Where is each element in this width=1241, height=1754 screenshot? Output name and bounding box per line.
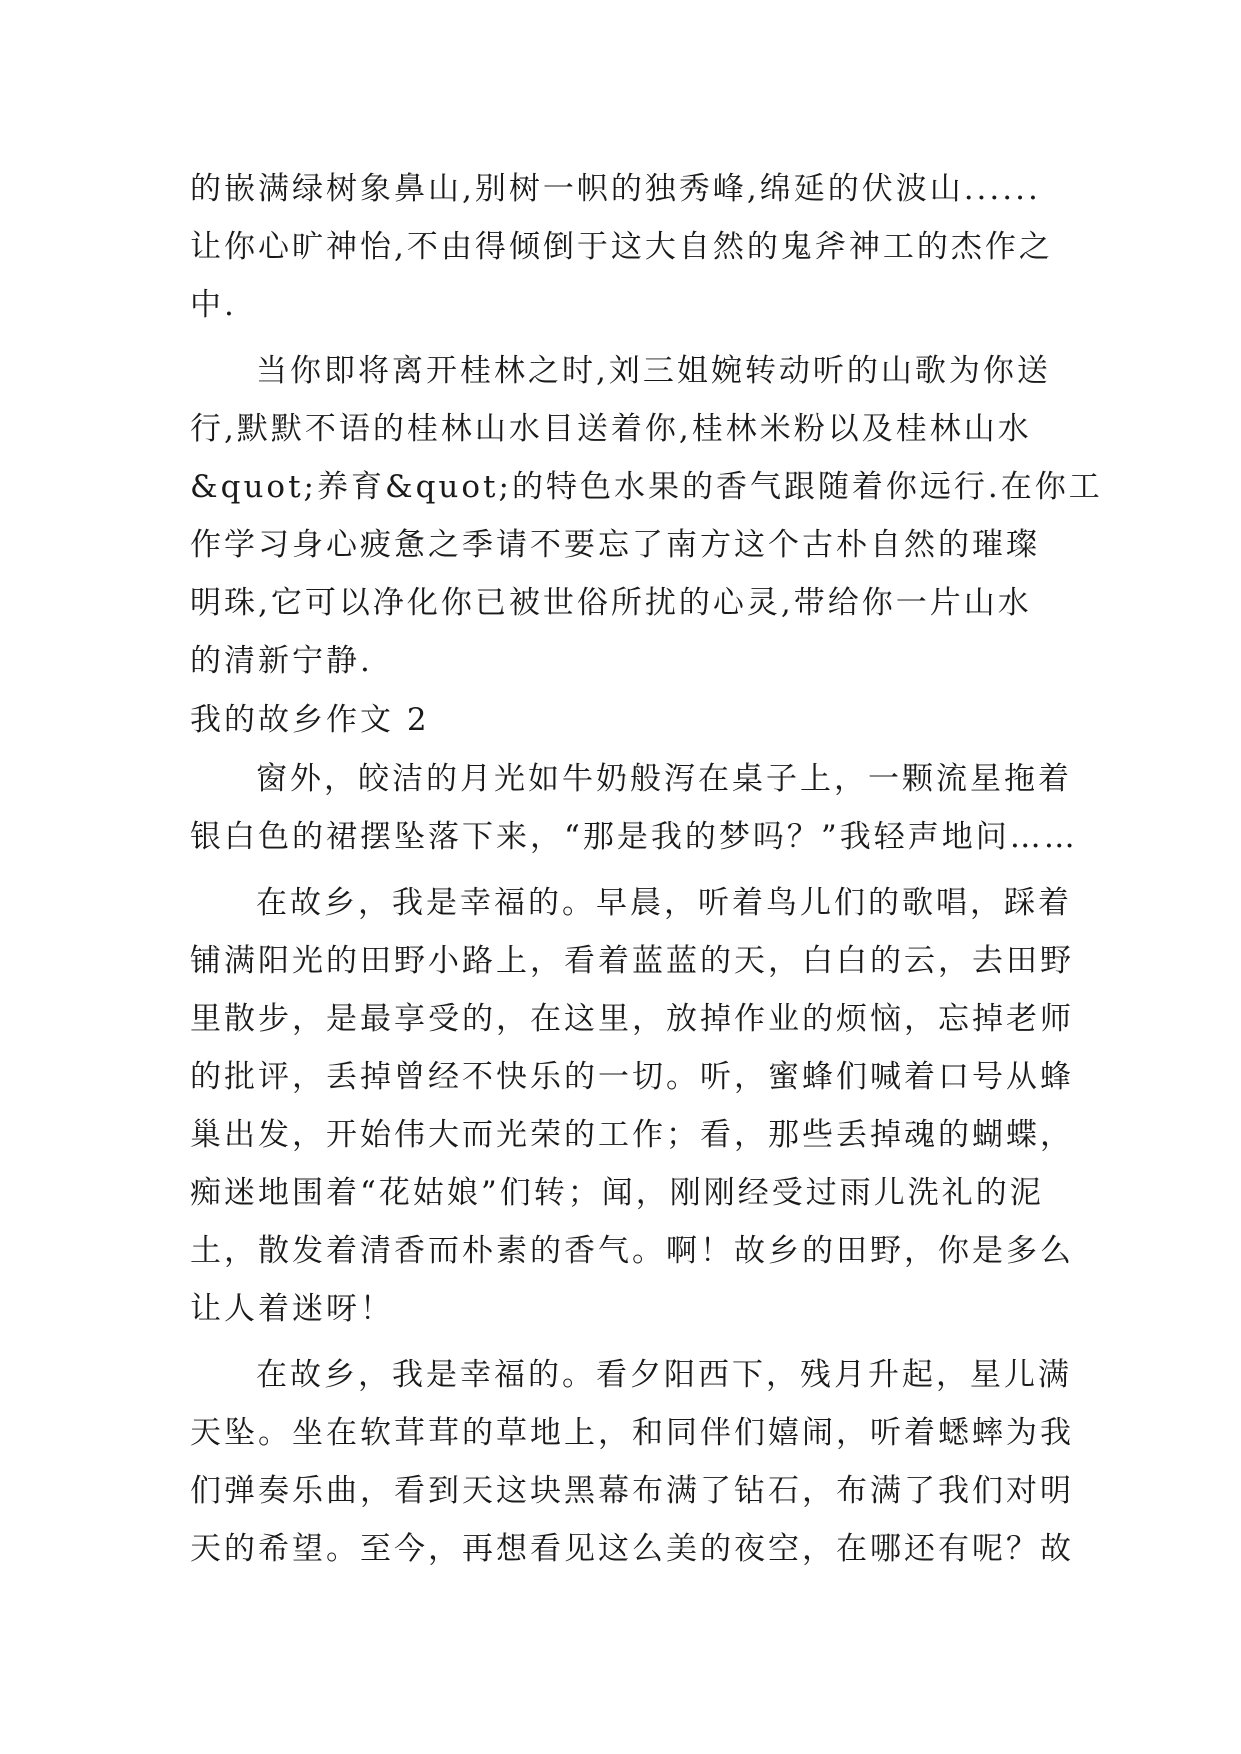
text-line: 银白色的裙摆坠落下来，“那是我的梦吗？”我轻声地问…… bbox=[190, 819, 1078, 855]
paragraph-start-line: 当你即将离开桂林之时,刘三姐婉转动听的山歌为你送 bbox=[256, 353, 1051, 389]
text-line: 让人着迷呀！ bbox=[190, 1291, 394, 1327]
paragraph-start-line: 在故乡，我是幸福的。早晨，听着鸟儿们的歌唱，踩着 bbox=[256, 885, 1072, 921]
text-line: 明珠,它可以净化你已被世俗所扰的心灵,带给你一片山水 bbox=[190, 585, 1032, 621]
text-line: 天坠。坐在软茸茸的草地上，和同伴们嬉闹，听着蟋蟀为我 bbox=[190, 1415, 1074, 1451]
paragraph-start-line: 窗外，皎洁的月光如牛奶般泻在桌子上，一颗流星拖着 bbox=[256, 761, 1072, 797]
text-line: 作学习身心疲惫之季请不要忘了南方这个古朴自然的璀璨 bbox=[190, 527, 1040, 563]
text-line: 里散步，是最享受的，在这里，放掉作业的烦恼，忘掉老师 bbox=[190, 1001, 1074, 1037]
text-line: 的清新宁静. bbox=[190, 643, 373, 679]
text-line: &quot;养育&quot;的特色水果的香气跟随着你远行.在你工 bbox=[190, 469, 1103, 505]
text-line: 中. bbox=[190, 287, 237, 323]
text-line: 巢出发，开始伟大而光荣的工作；看，那些丢掉魂的蝴蝶， bbox=[190, 1117, 1074, 1153]
text-line: 的批评，丢掉曾经不快乐的一切。听，蜜蜂们喊着口号从蜂 bbox=[190, 1059, 1074, 1095]
paragraph-start-line: 在故乡，我是幸福的。看夕阳西下，残月升起，星儿满 bbox=[256, 1357, 1072, 1393]
text-line: 行,默默不语的桂林山水目送着你,桂林米粉以及桂林山水 bbox=[190, 411, 1032, 447]
text-line: 土，散发着清香而朴素的香气。啊！故乡的田野，你是多么 bbox=[190, 1233, 1074, 1269]
text-line: 铺满阳光的田野小路上，看着蓝蓝的天，白白的云，去田野 bbox=[190, 943, 1074, 979]
text-line: 天的希望。至今，再想看见这么美的夜空，在哪还有呢？故 bbox=[190, 1531, 1074, 1567]
text-line: 痴迷地围着“花姑娘”们转；闻，刚刚经受过雨儿洗礼的泥 bbox=[190, 1175, 1044, 1211]
document-body bbox=[190, 160, 1103, 1578]
text-line: 让你心旷神怡,不由得倾倒于这大自然的鬼斧神工的杰作之 bbox=[190, 229, 1053, 265]
text-line: 的嵌满绿树象鼻山,别树一帜的独秀峰,绵延的伏波山...... bbox=[190, 171, 1041, 207]
section-heading: 我的故乡作文 2 bbox=[190, 702, 430, 738]
text-line: 们弹奏乐曲，看到天这块黑幕布满了钻石，布满了我们对明 bbox=[190, 1473, 1074, 1509]
